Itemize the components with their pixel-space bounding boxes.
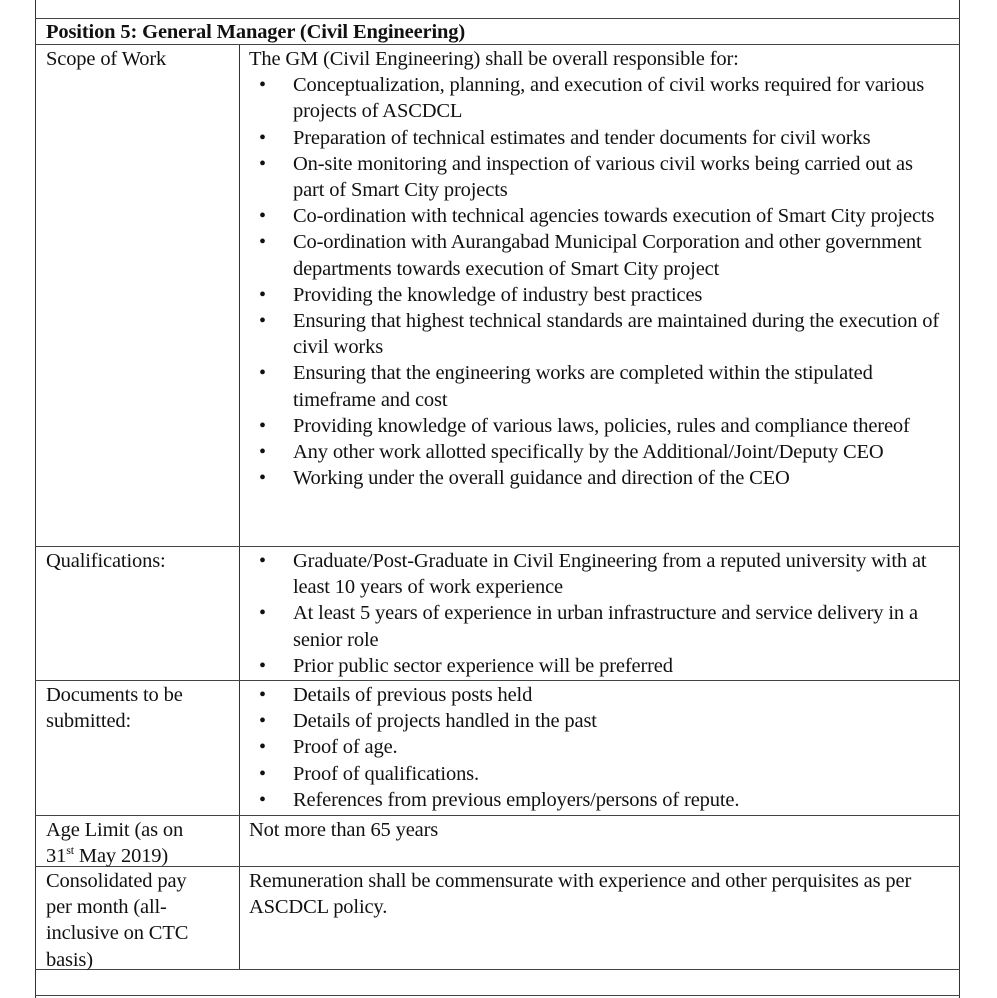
bullet-icon: •: [259, 441, 266, 464]
bullet-icon: •: [259, 310, 266, 333]
list-item: • Details of projects handled in the past: [249, 708, 949, 734]
bullet-icon: •: [259, 231, 266, 254]
bullet-icon: •: [259, 205, 266, 228]
list-item: • At least 5 years of experience in urban infrastructure and service delivery in a senior role: [259, 602, 918, 651]
age-limit-value: Not more than 65 years: [249, 819, 439, 841]
list-item: • Proof of qualifications.: [249, 761, 949, 787]
bullet-icon: •: [259, 283, 266, 306]
list-item: • Co-ordination with technical agencies towards execution of Smart City projects: [249, 203, 949, 229]
list-item: • Ensuring that the engineering works are completed within the stipulated timeframe and cost: [259, 362, 873, 411]
bullet-icon: •: [259, 788, 266, 811]
bullet-icon: •: [259, 710, 266, 733]
bullet-icon: •: [259, 602, 266, 625]
list-item: • Co-ordination with Aurangabad Municipal Corporation and other government departments towards execution of Smart City project: [259, 231, 922, 280]
bullet-icon: •: [259, 414, 266, 437]
qualifications-label: Qualifications:: [46, 550, 166, 572]
list-item: • On-site monitoring and inspection of various civil works being carried out as part of Smart City projects: [259, 152, 913, 202]
position-title: Position 5: General Manager (Civil Engineering): [46, 21, 466, 43]
bullet-icon: •: [259, 550, 266, 572]
bullet-icon: •: [259, 74, 266, 97]
qualifications-content: [249, 548, 949, 679]
row-border: [35, 815, 960, 816]
bullet-icon: •: [259, 152, 266, 175]
list-item: • Details of previous posts held: [249, 682, 949, 708]
qualifications-list: [249, 548, 949, 679]
age-limit-label: Age Limit (as on 31st May 2019): [46, 819, 184, 868]
list-item: • Any other work allotted specifically by the Additional/Joint/Deputy CEO: [249, 439, 949, 465]
table-left-border: [35, 0, 36, 998]
scope-content: [249, 46, 949, 491]
bullet-icon: •: [259, 362, 266, 385]
documents-list: [249, 682, 949, 813]
row-border: [35, 546, 960, 547]
pay-label: Consolidated pay per month (all-inclusive on CTC basis): [46, 870, 189, 971]
scope-label: Scope of Work: [46, 48, 167, 70]
pay-value: Remuneration shall be commensurate with experience and other perquisites as per ASCDCL policy.: [249, 870, 912, 919]
bullet-icon: •: [259, 684, 266, 706]
table-right-border: [959, 0, 960, 998]
bullet-icon: •: [259, 467, 266, 490]
scope-intro: The GM (Civil Engineering) shall be overall responsible for:: [249, 48, 739, 70]
row-border: [35, 995, 960, 996]
list-item: • Conceptualization, planning, and execution of civil works required for various projects of ASCDCL: [259, 74, 925, 123]
list-item: • References from previous employers/persons of repute.: [249, 787, 949, 813]
bullet-icon: •: [259, 126, 266, 149]
list-item: • Working under the overall guidance and direction of the CEO: [249, 465, 949, 491]
bullet-icon: •: [259, 762, 266, 785]
list-item: • Graduate/Post-Graduate in Civil Engineering from a reputed university with at least 10 years of work experience: [259, 550, 927, 599]
documents-label: Documents to be submitted:: [46, 684, 183, 733]
column-divider: [239, 44, 240, 969]
row-border: [35, 680, 960, 681]
list-item: • Providing knowledge of various laws, policies, rules and compliance thereof: [249, 413, 949, 439]
scope-list: [249, 72, 949, 491]
list-item: • Prior public sector experience will be preferred: [249, 653, 949, 679]
list-item: • Preparation of technical estimates and tender documents for civil works: [249, 125, 949, 151]
list-item: • Ensuring that highest technical standards are maintained during the execution of civil works: [259, 310, 940, 359]
list-item: • Proof of age.: [249, 734, 949, 760]
bullet-icon: •: [259, 736, 266, 759]
list-item: • Providing the knowledge of industry best practices: [249, 282, 949, 308]
documents-content: [249, 682, 949, 813]
bullet-icon: •: [259, 654, 266, 677]
